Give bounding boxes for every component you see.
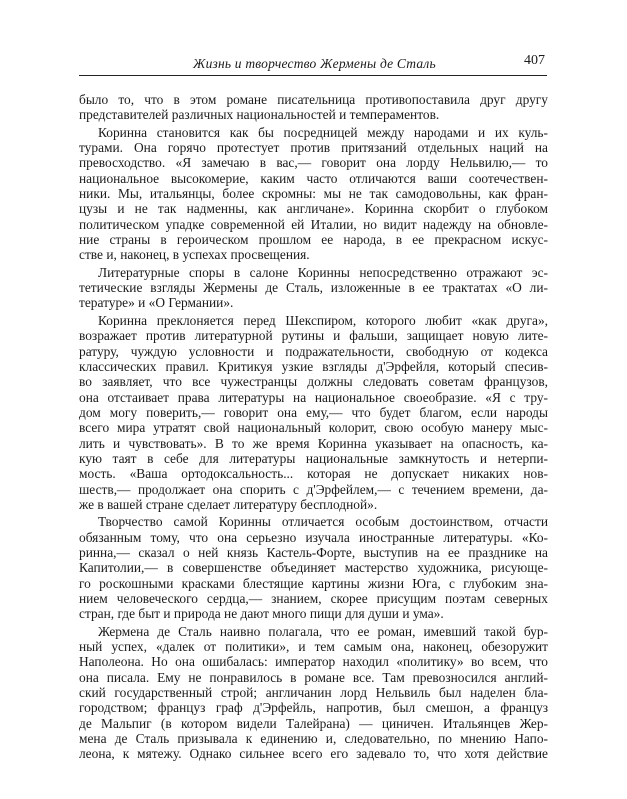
text-line: тетические взгляды Жермены де Сталь, изложенные в ее трактатах «О ли-: [79, 280, 548, 296]
text-line: ринна,— сказал о ней князь Кастель-Форте, выступив на ее празднике на: [79, 544, 548, 560]
paragraph: [79, 92, 548, 123]
page-number: 407: [524, 53, 545, 68]
text-line: стве и, наконец, в успехах просвещения.: [79, 247, 310, 263]
text-line: ние страны в героическом прошлом ее народа, в ее прекрасном искус-: [79, 232, 548, 248]
text-line: же в вашей стране сделает литературу бесплодной».: [79, 496, 378, 512]
text-line: цузы и не так надменны, как англичане». Коринна скорбит о глубоком: [79, 201, 548, 217]
text-line: турами. Она горячо протестует против притязаний отдельных наций на: [79, 140, 548, 156]
text-line: Коринна преклоняется перед Шекспиром, которого любит «как друга»,: [98, 312, 548, 328]
text-line: превосходство. «Я замечаю в вас,— говорит она лорду Нельвилю,— то: [79, 155, 548, 171]
text-line: обязанным тому, что она серьезно изучала иностранные литературы. «Ко-: [79, 529, 548, 545]
text-line: лить и чувствовать». В то же время Коринна указывает на опасность, ка-: [79, 435, 548, 451]
text-line: Наполеона. Но она ошибалась: император находил «политику» во всем, что: [79, 654, 548, 670]
text-line: ный успех, «далек от политики», и тем самым она, наконец, обезоружит: [79, 639, 548, 655]
text-line: она писала. Ему не понравилось в романе все. Там превозносился англий-: [79, 669, 548, 685]
text-line: она отстаивает права литературы на национальное своеобразие. «Я с тру-: [79, 389, 548, 405]
text-line: политическом упадке современной ей Италии, но видит надежду на обновле-: [79, 216, 548, 232]
running-header: [79, 53, 547, 76]
text-line: ники. Мы, итальянцы, более скромны: мы не так самодовольны, как фран-: [79, 186, 548, 202]
text-line: шеств,— продолжает она спорить с д'Эрфейлем,— с течением времени, да-: [79, 481, 548, 497]
text-line: дом могу поверить,— говорит она ему,— что будет благом, если народы: [79, 404, 548, 420]
text-line: кую таят в себе для литературы национальные замкнутость и нетерпи-: [79, 450, 548, 466]
text-line: ратуру, чуждую условности и подражательности, свободную от кодекса: [79, 343, 548, 359]
text-line: де Мальпиг (в котором видели Талейрана) — циничен. Итальянцев Жер-: [79, 715, 548, 731]
paragraph: [79, 265, 548, 311]
text-line: стран, где быт и природа не дают много пищи для души и ума».: [79, 606, 444, 622]
paragraph: [79, 313, 548, 512]
paragraph: [79, 125, 548, 263]
text-line: тературе» и «О Германии».: [79, 295, 234, 311]
text-line: мена де Сталь призывала к единению и, следовательно, по мнению Напо-: [79, 731, 548, 747]
text-line: представителей различных национальностей и темпераментов.: [79, 107, 440, 123]
text-line: Литературные споры в салоне Коринны непосредственно отражают эс-: [98, 264, 548, 280]
paragraph: [79, 624, 548, 762]
text-line: Творчество самой Коринны отличается особым достоинством, отчасти: [98, 514, 548, 530]
text-line: мость. «Ваша ортодоксальность... которая не допускает никаких нов-: [79, 466, 548, 482]
text-line: Капитолии,— в совершенстве объединяет мастерство художника, рисующе-: [79, 560, 548, 576]
text-line: леона, к мятежу. Однако сильнее всего его задевало то, что хотя действие: [79, 746, 548, 762]
text-line: нием человеческого сердца,— знанием, скорее присущим поэтам северных: [79, 591, 548, 606]
text-line: было то, что в этом романе писательница противопоставила друг другу: [79, 92, 548, 107]
paragraph: [79, 514, 548, 621]
running-title: Жизнь и творчество Жермены де Сталь: [193, 56, 436, 71]
text-line: возражает против литературной рутины и фальши, защищает новую лите-: [79, 328, 548, 344]
text-line: Жермена де Сталь наивно полагала, что ее роман, имевший такой бур-: [98, 623, 548, 639]
text-line: классических правил. Критикуя узкие взгляды д'Эрфейля, который спесив-: [79, 358, 548, 374]
text-line: ский государственный строй; англичанин лорд Нельвиль был наделен бла-: [79, 685, 548, 701]
body-text: [79, 92, 548, 764]
text-line: городством; француз граф д'Эрфейль, напротив, был смешон, а француз: [79, 700, 548, 716]
text-line: го роскошными красками блестящие картины жизни Юга, с глубоким зна-: [79, 575, 548, 591]
text-line: Коринна становится как бы посредницей между народами и их куль-: [98, 124, 548, 140]
text-line: национальное высокомерие, каким часто отличаются ваши соотечествен-: [79, 170, 548, 186]
text-line: всего мира утратят свой национальный колорит, свою особую манеру мыс-: [79, 420, 548, 436]
text-line: во заявляет, что все чужестранцы должны следовать советам французов,: [79, 374, 548, 390]
